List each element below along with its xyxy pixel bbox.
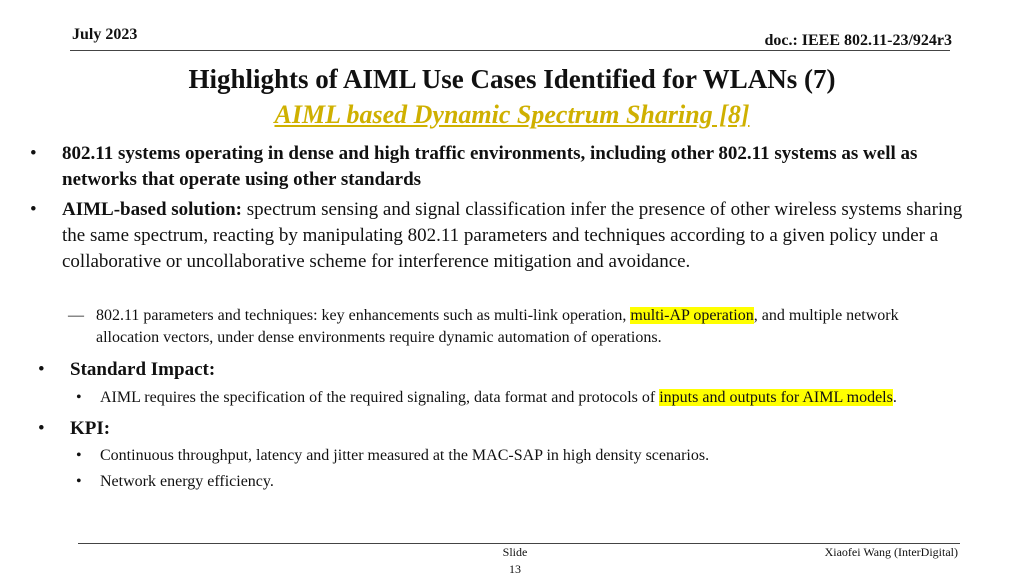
- bullet-marker: •: [76, 447, 82, 464]
- bullet-marker: •: [38, 359, 45, 380]
- bullet-text: [62, 197, 980, 275]
- signaling-text-a: AIML requires the specification of the required signaling, data format and protocols of: [100, 389, 660, 406]
- slide-subtitle: AIML based Dynamic Spectrum Sharing [8]: [274, 100, 750, 129]
- solution-text: spectrum sensing and signal classification infer the presence of other wireless systems sharing the same spectrum, reacting by manipulating 802.11 parameters and techniques according to a given policy under a collaborative or uncollaborative scheme for interference mitigation and avoidance.: [62, 199, 963, 272]
- highlight-inputs-outputs: inputs and outputs for AIML models: [659, 389, 893, 406]
- footer-slide-number: 13: [509, 562, 521, 576]
- header-doc-number: doc.: IEEE 802.11-23/924r3: [764, 32, 952, 49]
- bullet-text: Standard Impact:: [70, 359, 216, 380]
- sub-bullet-text: Continuous throughput, latency and jitter measured at the MAC-SAP in high density scenarios.: [100, 447, 710, 464]
- bullet-marker: •: [30, 199, 37, 220]
- footer-divider: [78, 543, 960, 544]
- bullet-marker: •: [30, 143, 37, 164]
- signaling-text-b: .: [892, 389, 897, 406]
- highlight-multi-ap: multi-AP operation: [630, 307, 754, 324]
- bullet-marker: •: [76, 473, 82, 490]
- solution-label: AIML-based solution:: [62, 199, 242, 220]
- dash-marker: —: [68, 307, 84, 324]
- footer-slide-label: Slide: [502, 545, 528, 559]
- header-divider: [70, 50, 950, 51]
- parameters-text-a: 802.11 parameters and techniques: key enhancements such as multi-link operation,: [96, 307, 631, 324]
- parameters-text-b: , and multiple network allocation vectors, under dense environments require dynamic automation of operations.: [96, 307, 899, 346]
- sub-bullet-text: Network energy efficiency.: [100, 473, 274, 490]
- bullet-marker: •: [38, 418, 45, 439]
- slide-title: Highlights of AIML Use Cases Identified for WLANs (7): [188, 64, 836, 94]
- sub-bullet-text: [96, 305, 948, 349]
- bullet-text: 802.11 systems operating in dense and high traffic environments, including other 802.11 systems as well as networks that operate using other standards: [62, 143, 918, 190]
- bullet-text: KPI:: [70, 418, 111, 439]
- header-date: July 2023: [72, 26, 138, 43]
- bullet-marker: •: [76, 389, 82, 406]
- sub-bullet-text: [100, 387, 976, 409]
- footer-author: Xiaofei Wang (InterDigital): [824, 545, 958, 559]
